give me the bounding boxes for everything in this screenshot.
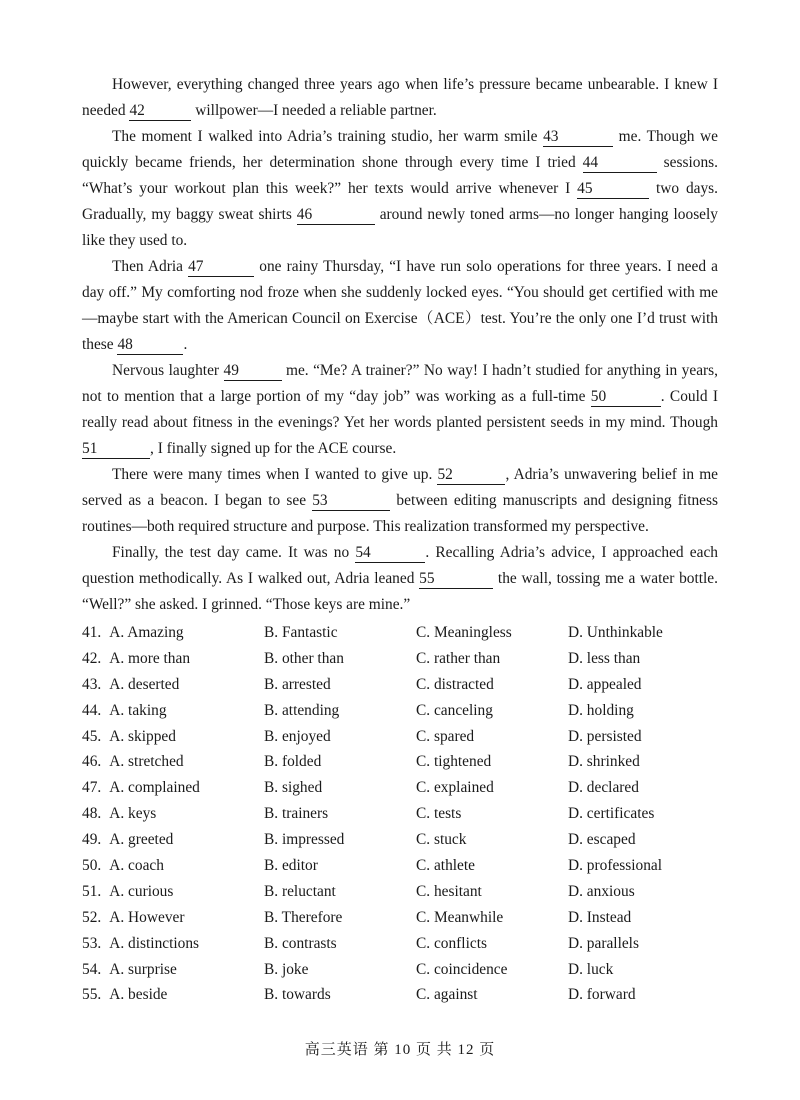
- answer-options: [82, 624, 722, 1012]
- question-options-row: [82, 805, 722, 831]
- option-b: B. contrasts: [264, 934, 337, 952]
- question-options-row: [82, 935, 722, 961]
- question-number-and-option-a: [82, 961, 177, 979]
- option-d: D. Instead: [568, 908, 632, 926]
- question-options-row: [82, 676, 722, 702]
- option-c: C. explained: [416, 779, 494, 797]
- option-a: A. Amazing: [109, 624, 184, 641]
- option-d: D. anxious: [568, 882, 635, 900]
- blank-53: 53: [312, 492, 390, 511]
- option-a: A. keys: [109, 805, 157, 823]
- option-b: B. folded: [264, 753, 322, 771]
- option-a: A. taking: [109, 701, 167, 719]
- question-number-and-option-a: [82, 702, 167, 720]
- option-b: B. trainers: [264, 805, 329, 823]
- option-b: B. other than: [264, 649, 344, 667]
- option-d: D. forward: [568, 986, 636, 1004]
- option-a: A. coach: [109, 857, 164, 875]
- paragraph-4: [82, 358, 718, 462]
- option-b: B. arrested: [264, 675, 331, 693]
- option-d: D. shrinked: [568, 753, 640, 771]
- passage-text: me. Though we quickly became friends, her determination shone through every time I tried: [82, 128, 718, 171]
- option-c: C. tightened: [416, 753, 492, 771]
- blank-46: 46: [297, 206, 375, 225]
- option-d: D. less than: [568, 649, 641, 667]
- option-a: A. surprise: [109, 960, 177, 978]
- paragraph-5: [82, 462, 718, 540]
- passage-text: willpower—I needed a reliable partner.: [191, 102, 437, 119]
- blank-44: 44: [583, 154, 657, 173]
- option-b: B. impressed: [264, 831, 345, 849]
- question-options-row: [82, 779, 722, 805]
- question-number: 55.: [82, 986, 102, 1004]
- option-c: C. tests: [416, 805, 462, 823]
- question-options-row: [82, 728, 722, 754]
- question-options-row: [82, 986, 722, 1012]
- question-number: 41.: [82, 624, 102, 641]
- question-number: 47.: [82, 779, 102, 797]
- option-a: A. curious: [109, 882, 174, 900]
- passage-text: The moment I walked into Adria’s training studio, her warm smile: [112, 128, 544, 145]
- option-c: C. canceling: [416, 701, 493, 719]
- question-number-and-option-a: [82, 624, 184, 642]
- option-a: A. complained: [109, 779, 200, 797]
- option-b: B. Therefore: [264, 908, 343, 926]
- blank-43: 43: [543, 128, 613, 147]
- option-c: C. athlete: [416, 857, 475, 875]
- option-c: C. against: [416, 986, 478, 1004]
- option-c: C. Meaningless: [416, 624, 512, 641]
- question-options-row: [82, 883, 722, 909]
- option-a: A. However: [109, 908, 185, 926]
- option-a: A. deserted: [109, 675, 180, 693]
- option-b: B. reluctant: [264, 882, 336, 900]
- passage-text: two days. Gradually, my baggy sweat shirts: [82, 180, 719, 223]
- page-footer: 高三英语 第 10 页 共 12 页: [304, 1042, 496, 1058]
- passage-text: the wall, tossing me a water bottle. “Well?” she asked. I grinned. “Those keys are mine.”: [82, 570, 718, 613]
- blank-51: 51: [82, 440, 150, 459]
- option-d: D. luck: [568, 960, 614, 978]
- option-b: B. enjoyed: [264, 727, 331, 745]
- question-number-and-option-a: [82, 857, 164, 875]
- option-c: C. rather than: [416, 649, 501, 667]
- option-b: B. editor: [264, 857, 318, 875]
- question-number: 44.: [82, 701, 102, 719]
- question-number-and-option-a: [82, 805, 156, 823]
- option-d: D. parallels: [568, 934, 639, 952]
- question-number-and-option-a: [82, 728, 176, 746]
- question-number: 43.: [82, 675, 102, 693]
- question-options-row: [82, 909, 722, 935]
- question-number-and-option-a: [82, 831, 173, 849]
- option-b: B. joke: [264, 960, 309, 978]
- option-c: C. hesitant: [416, 882, 482, 900]
- question-options-row: [82, 650, 722, 676]
- question-number-and-option-a: [82, 650, 190, 668]
- option-a: A. skipped: [109, 727, 176, 745]
- passage-text: around newly toned arms—no longer hanging loosely like they used to.: [82, 206, 718, 249]
- option-a: A. beside: [109, 986, 168, 1004]
- question-number-and-option-a: [82, 883, 173, 901]
- question-number: 49.: [82, 831, 102, 849]
- question-options-row: [82, 857, 722, 883]
- passage-text: Finally, the test day came. It was no: [112, 544, 356, 561]
- blank-42: 42: [129, 102, 191, 121]
- option-b: B. attending: [264, 701, 340, 719]
- passage-text: . Could I really read about fitness in the evenings? Yet her words planted persistent seeds in my mind. Though: [82, 388, 718, 431]
- passage-text: However, everything changed three years ago when life’s pressure became unbearable. I knew I needed: [82, 76, 718, 119]
- passage-text: . Recalling Adria’s advice, I approached each question methodically. As I walked out, Adria leaned: [82, 544, 718, 587]
- question-options-row: [82, 702, 722, 728]
- question-number: 45.: [82, 727, 102, 745]
- question-number: 46.: [82, 753, 102, 771]
- option-c: C. distracted: [416, 675, 494, 693]
- passage-text: me. “Me? A trainer?” No way! I hadn’t studied for anything in years, not to mention that a large portion of my “day job” was working as a full-time: [82, 362, 718, 405]
- option-d: D. declared: [568, 779, 639, 797]
- question-number: 54.: [82, 960, 102, 978]
- paragraph-6: [82, 540, 718, 618]
- question-number-and-option-a: [82, 779, 200, 797]
- question-number: 52.: [82, 908, 102, 926]
- option-c: C. coincidence: [416, 960, 508, 978]
- passage-text: Then Adria: [112, 258, 189, 275]
- question-number: 51.: [82, 882, 102, 900]
- question-options-row: [82, 831, 722, 857]
- question-number-and-option-a: [82, 676, 179, 694]
- question-number: 48.: [82, 805, 102, 823]
- cloze-passage: [82, 72, 718, 618]
- question-number: 53.: [82, 934, 102, 952]
- option-d: D. professional: [568, 857, 663, 875]
- blank-54: 54: [355, 544, 425, 563]
- passage-text: between editing manuscripts and designing fitness routines—both required structure and purpose. This realization transformed my perspective.: [82, 492, 718, 535]
- question-options-row: [82, 753, 722, 779]
- passage-text: , I finally signed up for the ACE course.: [150, 440, 397, 457]
- blank-52: 52: [437, 466, 505, 485]
- paragraph-1: [82, 72, 718, 124]
- blank-48: 48: [117, 336, 183, 355]
- passage-text: .: [183, 336, 188, 353]
- paragraph-3: [82, 254, 718, 358]
- option-c: C. conflicts: [416, 934, 487, 952]
- option-b: B. towards: [264, 986, 331, 1004]
- option-b: B. sighed: [264, 779, 323, 797]
- option-c: C. Meanwhile: [416, 908, 504, 926]
- option-d: D. appealed: [568, 675, 642, 693]
- option-a: A. more than: [109, 649, 191, 667]
- passage-text: one rainy Thursday, “I have run solo operations for three years. I need a day off.” My comforting nod froze when she suddenly locked eyes. “You should get certified with me—maybe start with the American Council on Exercise（ACE）test. You’re the only one I’d trust with these: [82, 258, 718, 353]
- option-a: A. stretched: [109, 753, 184, 771]
- option-d: D. certificates: [568, 805, 655, 823]
- option-d: D. holding: [568, 701, 634, 719]
- question-options-row: [82, 961, 722, 987]
- blank-50: 50: [591, 388, 661, 407]
- blank-47: 47: [188, 258, 254, 277]
- passage-text: sessions. “What’s your workout plan this week?” her texts would arrive whenever I: [82, 154, 718, 197]
- option-c: C. spared: [416, 727, 475, 745]
- blank-55: 55: [419, 570, 493, 589]
- question-number-and-option-a: [82, 909, 184, 927]
- option-a: A. greeted: [109, 831, 174, 849]
- question-number-and-option-a: [82, 986, 167, 1004]
- option-b: B. Fantastic: [264, 624, 338, 641]
- blank-45: 45: [577, 180, 649, 199]
- option-d: D. persisted: [568, 727, 642, 745]
- passage-text: , Adria’s unwavering belief in me served as a beacon. I began to see: [82, 466, 718, 509]
- passage-text: There were many times when I wanted to give up.: [112, 466, 438, 483]
- question-number-and-option-a: [82, 935, 199, 953]
- question-options-row: [82, 624, 722, 650]
- option-d: D. Unthinkable: [568, 624, 663, 641]
- passage-text: Nervous laughter: [112, 362, 224, 379]
- question-number-and-option-a: [82, 753, 184, 771]
- option-d: D. escaped: [568, 831, 636, 849]
- option-c: C. stuck: [416, 831, 467, 849]
- blank-49: 49: [224, 362, 282, 381]
- paragraph-2: [82, 124, 718, 254]
- option-a: A. distinctions: [109, 934, 200, 952]
- question-number: 50.: [82, 857, 102, 875]
- question-number: 42.: [82, 649, 102, 667]
